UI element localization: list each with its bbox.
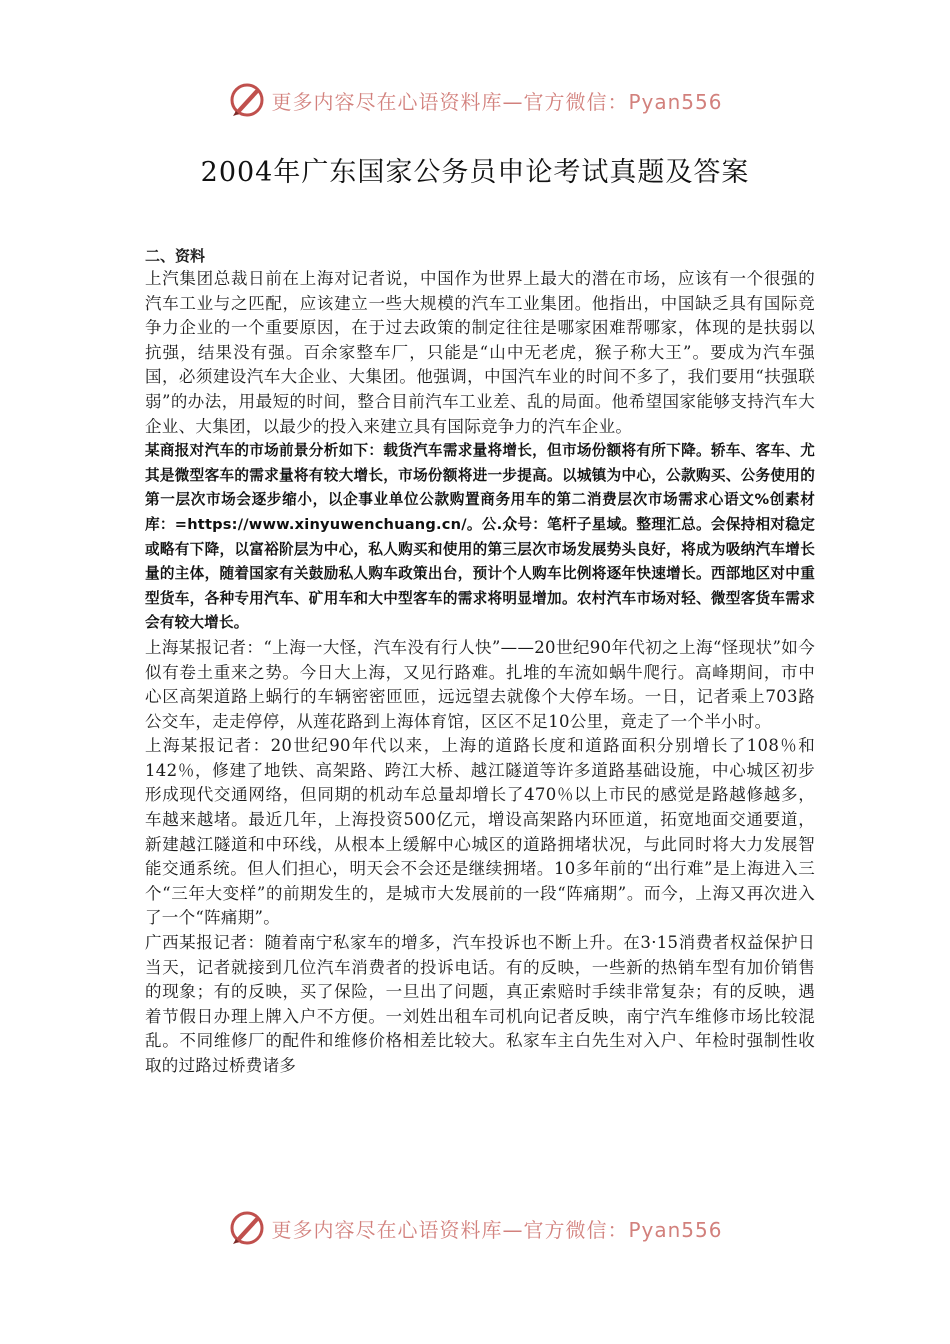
- pen-logo-icon: [227, 1208, 267, 1248]
- paragraph-4: 上海某报记者：20世纪90年代以来，上海的道路长度和道路面积分别增长了108％和142％，修建了地铁、高架路、跨江大桥、越江隧道等许多道路基础设施，中心城区初步形成现代交通网络，但同期的机动车总量却增长了470％以上市民的感觉是路越修越多，车越来越堵。最近几年，上海投资500亿元，增设高架路内环匝道，拓宽地面交通要道，新建越江隧道和中环线，从根本上缓解中心城区的道路拥堵状况，与此同时将大力发展智能交通系统。但人们担心，明天会不会还是继续拥堵。10多年前的“出行难”是上海进入三个“三年大变样”的前期发生的，是城市大发展前的一段“阵痛期”。而今，上海又再次进入了一个“阵痛期”。: [145, 736, 815, 928]
- document-body: [145, 245, 815, 1079]
- banner-text: 更多内容尽在心语资料库—官方微信：Pyan556: [271, 1217, 723, 1242]
- banner-text: 更多内容尽在心语资料库—官方微信：Pyan556: [271, 89, 723, 114]
- header-banner: [0, 80, 950, 120]
- paragraph-1: 上汽集团总裁日前在上海对记者说，中国作为世界上最大的潜在市场，应该有一个很强的汽车工业与之匹配，应该建立一些大规模的汽车工业集团。他指出，中国缺乏具有国际竞争力企业的一个重要原因，在于过去政策的制定往往是哪家困难帮哪家，体现的是扶弱以抗强，结果没有强。百余家整车厂，只能是“山中无老虎，猴子称大王”。要成为汽车强国，必须建设汽车大企业、大集团。他强调，中国汽车业的时间不多了，我们要用“扶强联弱”的办法，用最短的时间，整合目前汽车工业差、乱的局面。他希望国家能够支持汽车大企业、大集团，以最少的投入来建立具有国际竞争力的汽车企业。: [145, 269, 815, 436]
- paragraph-3: 上海某报记者：“上海一大怪，汽车没有行人快”——20世纪90年代初之上海“怪现状”如今似有卷土重来之势。今日大上海，又见行路难。扎堆的车流如蜗牛爬行。高峰期间，市中心区高架道路上蜗行的车辆密密匝匝，远远望去就像个大停车场。一日，记者乘上703路公交车，走走停停，从莲花路到上海体育馆，区区不足10公里，竟走了一个半小时。: [145, 637, 815, 731]
- document-title: 2004年广东国家公务员申论考试真题及答案: [200, 157, 750, 188]
- section-heading: 二、资料: [145, 247, 206, 265]
- footer-banner: [0, 1208, 950, 1248]
- pen-logo-icon: [227, 80, 267, 120]
- paragraph-2: 某商报对汽车的市场前景分析如下：载货汽车需求量将增长，但市场份额将有所下降。轿车、客车、尤其是微型客车的需求量将有较大增长，市场份额将进一步提高。以城镇为中心，公款购买、公务使用的第一层次市场会逐步缩小，以企事业单位公款购置商务用车的第二消费层次市场需求心语文%创素材库：=https://www.xinyuwenchuang.cn/。公.众号：笔杆子星域。整理汇总。会保持相对稳定或略有下降，以富裕阶层为中心，私人购买和使用的第三层次市场发展势头良好，将成为吸纳汽车增长量的主体，随着国家有关鼓励私人购车政策出台，预计个人购车比例将逐年快速增长。西部地区对中重型货车，各种专用汽车、矿用车和大中型客车的需求将明显增加。农村汽车市场对轻、微型客货车需求会有较大增长。: [145, 442, 815, 632]
- paragraph-5: 广西某报记者：随着南宁私家车的增多，汽车投诉也不断上升。在3·15消费者权益保护日当天，记者就接到几位汽车消费者的投诉电话。有的反映，一些新的热销车型有加价销售的现象；有的反映，买了保险，一旦出了问题，真正索赔时手续非常复杂；有的反映，遇着节假日办理上牌入户不方便。一刘姓出租车司机向记者反映，南宁汽车维修市场比较混乱。不同维修厂的配件和维修价格相差比较大。私家车主白先生对入户、年检时强制性收取的过路过桥费诸多: [145, 933, 815, 1075]
